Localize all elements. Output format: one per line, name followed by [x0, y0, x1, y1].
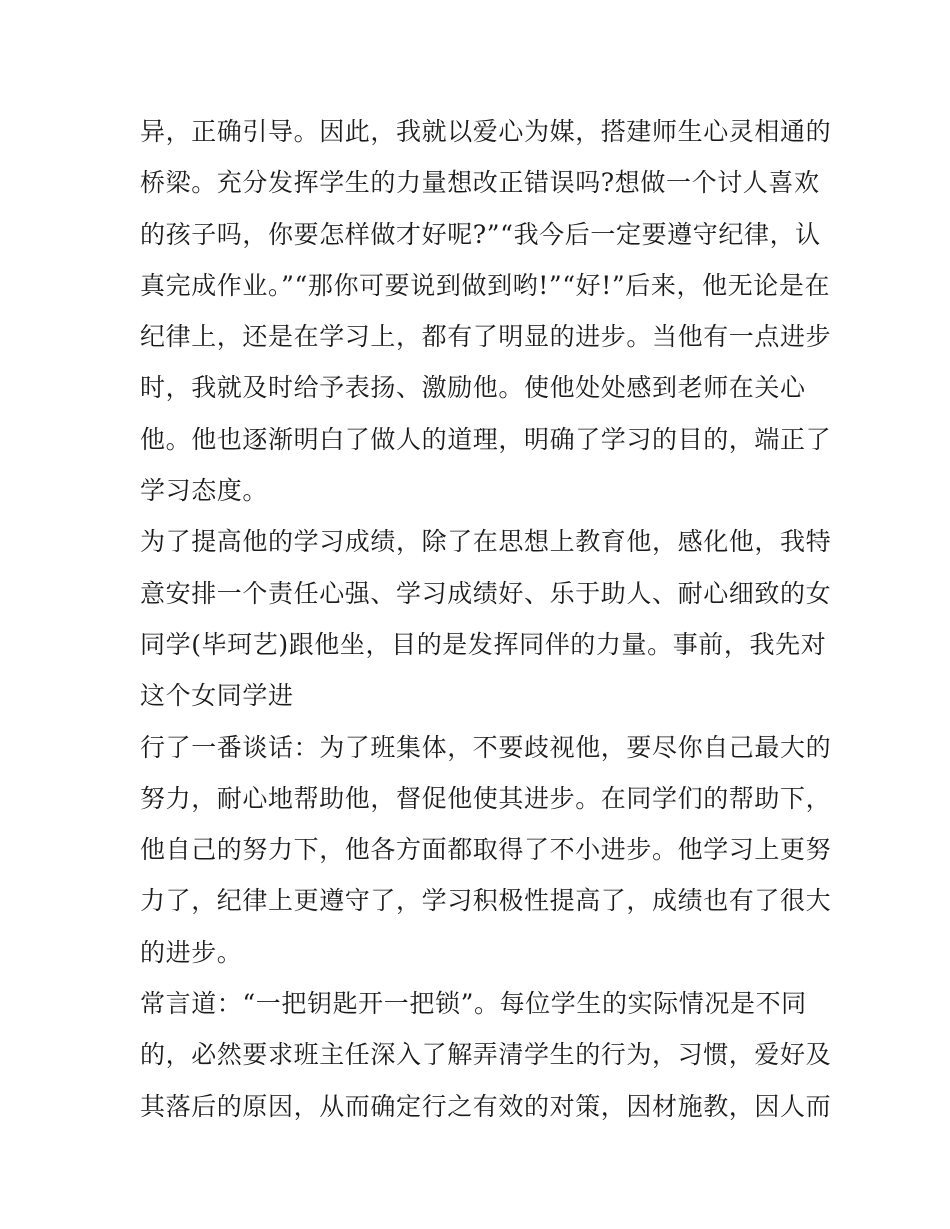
- text-line: 桥梁。充分发挥学生的力量想改正错误吗?想做一个讨人喜欢: [140, 168, 820, 198]
- text-line: 其落后的原因，从而确定行之有效的对策，因材施教，因人而: [140, 1091, 832, 1121]
- text-line: 为了提高他的学习成绩，除了在思想上教育他，感化他，我特: [140, 527, 832, 557]
- text-line: 他。他也逐渐明白了做人的道理，明确了学习的目的，端正了: [140, 424, 832, 454]
- text-line: 异，正确引导。因此，我就以爱心为媒，搭建师生心灵相通的: [140, 117, 832, 146]
- text-line: 真完成作业。”“那你可要说到做到哟!”“好!”后来，他无论是在: [140, 270, 831, 300]
- body-text: [140, 106, 832, 1132]
- text-line: 他自己的努力下，他各方面都取得了不小进步。他学习上更努: [140, 835, 832, 865]
- text-line: 的，必然要求班主任深入了解弄清学生的行为，习惯，爱好及: [140, 1040, 832, 1070]
- text-line: 的孩子吗，你要怎样做才好呢?”“我今后一定要遵守纪律，认: [140, 219, 821, 249]
- text-line: 意安排一个责任心强、学习成绩好、乐于助人、耐心细致的女: [140, 578, 832, 608]
- text-line: 同学(毕珂艺)跟他坐，目的是发挥同伴的力量。事前，我先对: [140, 629, 827, 659]
- text-line: 努力，耐心地帮助他，督促他使其进步。在同学们的帮助下，: [140, 783, 832, 813]
- text-line: 行了一番谈话：为了班集体，不要歧视他，要尽你自己最大的: [140, 732, 832, 762]
- text-line: 纪律上，还是在学习上，都有了明显的进步。当他有一点进步: [140, 322, 832, 352]
- text-line: 这个女同学进: [140, 681, 294, 711]
- text-line: 力了，纪律上更遵守了，学习积极性提高了，成绩也有了很大: [140, 886, 832, 916]
- text-line: 的进步。: [140, 937, 243, 967]
- text-line: 常言道：“一把钥匙开一把锁”。每位学生的实际情况是不同: [140, 989, 807, 1019]
- text-line: 学习态度。: [140, 476, 269, 506]
- text-line: 时，我就及时给予表扬、激励他。使他处处感到老师在关心: [140, 373, 806, 403]
